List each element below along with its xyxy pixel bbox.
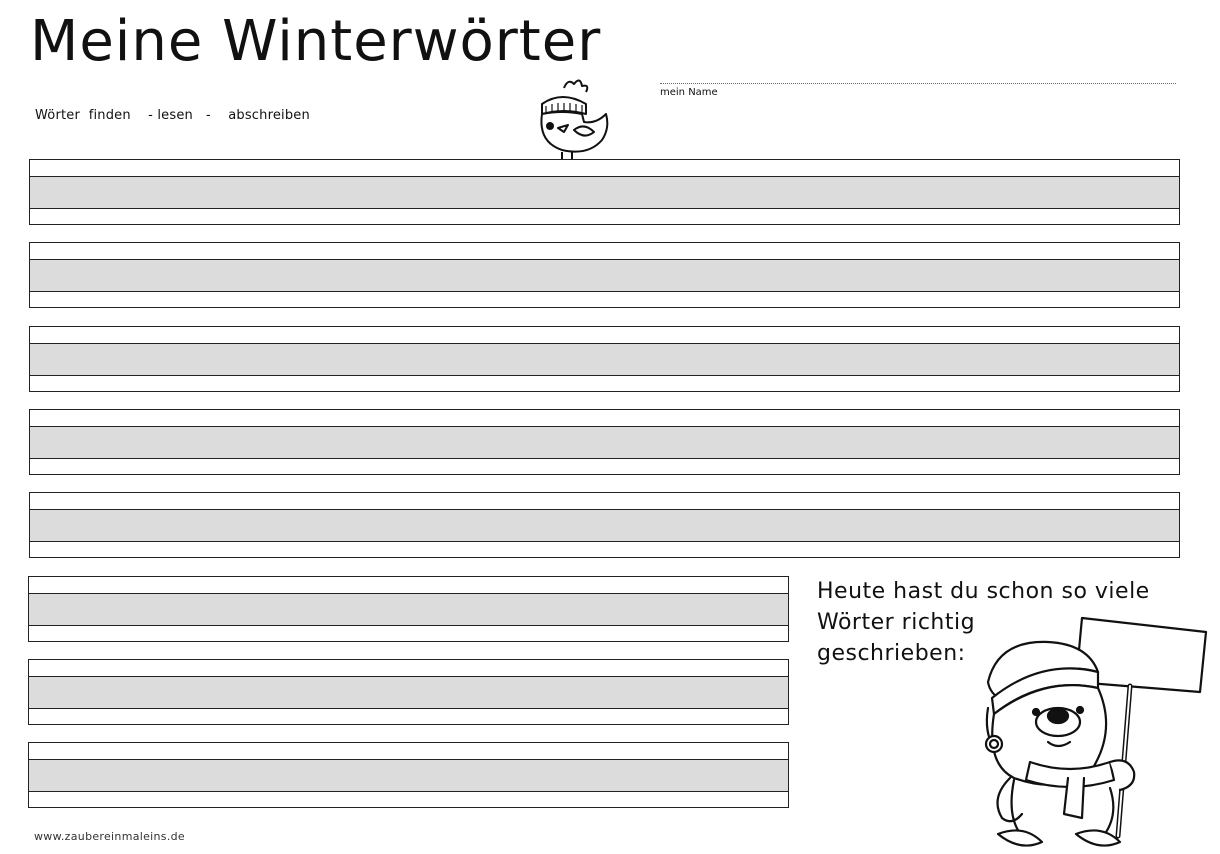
- instructions: Wörter finden - lesen - abschreiben: [35, 108, 310, 123]
- motto-line-1: Heute hast du schon so viele: [817, 579, 1150, 604]
- motto-line-3: geschrieben:: [817, 641, 966, 666]
- bear-holding-sign-icon: [970, 612, 1210, 852]
- writing-line[interactable]: [28, 742, 789, 808]
- name-field-line[interactable]: [660, 83, 1176, 84]
- writing-line[interactable]: [29, 242, 1180, 308]
- writing-line[interactable]: [29, 409, 1180, 475]
- writing-line[interactable]: [29, 159, 1180, 225]
- writing-line[interactable]: [29, 492, 1180, 558]
- writing-line[interactable]: [28, 659, 789, 725]
- footer-url[interactable]: www.zaubereinmaleins.de: [34, 830, 185, 843]
- bird-with-hat-icon: [524, 74, 620, 170]
- name-label: mein Name: [660, 87, 718, 98]
- page-title: Meine Winterwörter: [30, 9, 602, 74]
- writing-line[interactable]: [28, 576, 789, 642]
- motto-line-2: Wörter richtig: [817, 610, 976, 635]
- writing-line[interactable]: [29, 326, 1180, 392]
